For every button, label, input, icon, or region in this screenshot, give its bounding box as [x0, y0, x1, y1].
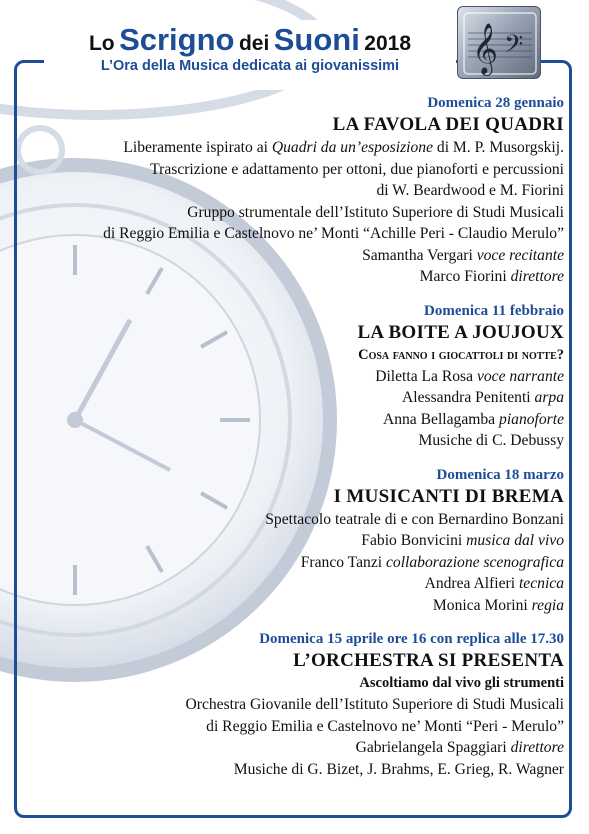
event-line: di Reggio Emilia e Castelnovo ne’ Monti “Peri - Merulo” — [206, 717, 564, 735]
performer-line — [40, 573, 564, 595]
performer-name: Franco Tanzi — [300, 553, 386, 571]
event-orchestra-si-presenta — [40, 630, 564, 780]
performer-role: arpa — [534, 389, 564, 406]
header — [44, 20, 456, 90]
event-date: Domenica 28 gennaio — [427, 95, 564, 111]
performer-role: direttore — [510, 739, 564, 756]
svg-text:𝄢: 𝄢 — [504, 30, 524, 65]
event-date: Domenica 11 febbraio — [424, 302, 564, 319]
performer-name: Marco Fiorini — [419, 268, 511, 285]
svg-text:𝄞: 𝄞 — [472, 23, 499, 74]
performer-line — [40, 552, 564, 574]
performer-name: Andrea Alfieri — [424, 575, 519, 592]
event-line: di Reggio Emilia e Castelnovo ne’ Monti “Achille Peri - Claudio Merulo” — [103, 225, 564, 242]
event-line: Gruppo strumentale dell’Istituto Superiore di Studi Musicali — [187, 203, 564, 221]
event-title: L’ORCHESTRA SI PRESENTA — [293, 650, 564, 671]
performer-role: regia — [531, 596, 564, 614]
performer-name: Samantha Vergari — [362, 246, 477, 264]
performer-role: voce recitante — [476, 246, 564, 264]
performer-role: musica dal vivo — [466, 532, 564, 549]
performer-role: tecnica — [518, 575, 564, 592]
performer-line — [40, 530, 564, 552]
event-line: di W. Beardwood e M. Fiorini — [376, 182, 564, 199]
work-title: Quadri da un’esposizione — [271, 139, 433, 156]
event-line: Spettacolo teatrale di e con Bernardino Bonzani — [265, 510, 564, 528]
performer-line — [40, 409, 564, 431]
event-subtitle: Ascoltiamo dal vivo gli strumenti — [359, 675, 564, 691]
performer-role: voce narrante — [476, 367, 564, 385]
event-line: Musiche di G. Bizet, J. Brahms, E. Grieg, R. Wagner — [233, 760, 564, 778]
title-dei: dei — [238, 32, 270, 55]
performer-role: direttore — [510, 268, 564, 285]
title-suoni: Suoni — [273, 22, 360, 57]
performer-name: Monica Morini — [432, 596, 532, 614]
title-scrigno: Scrigno — [119, 22, 235, 57]
performer-name: Alessandra Penitenti — [402, 389, 535, 406]
event-line: Trascrizione e adattamento per ottoni, due pianoforti e percussioni — [150, 160, 564, 178]
performer-line — [40, 387, 564, 409]
performer-line — [40, 245, 564, 267]
event-favola-dei-quadri — [40, 94, 564, 288]
page-subtitle: L’Ora della Musica dedicata ai giovanissimi — [100, 58, 400, 74]
event-title: I MUSICANTI DI BREMA — [333, 485, 564, 507]
performer-name: Gabrielangela Spaggiari — [355, 739, 511, 756]
performer-line — [40, 737, 564, 759]
event-boite-a-joujoux — [40, 302, 564, 452]
text: Liberamente ispirato ai — [123, 139, 272, 156]
event-date: Domenica 18 marzo — [436, 466, 564, 483]
text: di M. P. Musorgskij. — [433, 139, 564, 156]
event-line: Musiche di C. Debussy — [418, 432, 564, 449]
event-title: LA BOITE A JOUJOUX — [357, 321, 564, 343]
event-title: LA FAVOLA DEI QUADRI — [332, 114, 564, 135]
performer-name: Diletta La Rosa — [375, 367, 477, 385]
program — [40, 94, 564, 794]
title-lo: Lo — [88, 32, 115, 55]
performer-line — [40, 595, 564, 617]
event-subtitle: Cosa fanno i giocattoli di notte? — [358, 346, 564, 363]
performer-line — [40, 366, 564, 388]
title-year: 2018 — [364, 32, 412, 55]
event-line: Orchestra Giovanile dell’Istituto Superiore di Studi Musicali — [185, 696, 564, 713]
event-musicanti-di-brema — [40, 466, 564, 617]
page-title — [44, 20, 456, 60]
performer-role: pianoforte — [499, 410, 564, 428]
performer-line — [40, 266, 564, 288]
event-line — [40, 137, 564, 159]
performer-name: Fabio Bonvicini — [361, 532, 467, 549]
event-date: Domenica 15 aprile ore 16 con replica alle 17.30 — [259, 631, 564, 647]
performer-role: collaborazione scenografica — [385, 553, 564, 571]
performer-name: Anna Bellagamba — [382, 410, 500, 428]
treble-bass-clef-icon — [457, 6, 541, 79]
